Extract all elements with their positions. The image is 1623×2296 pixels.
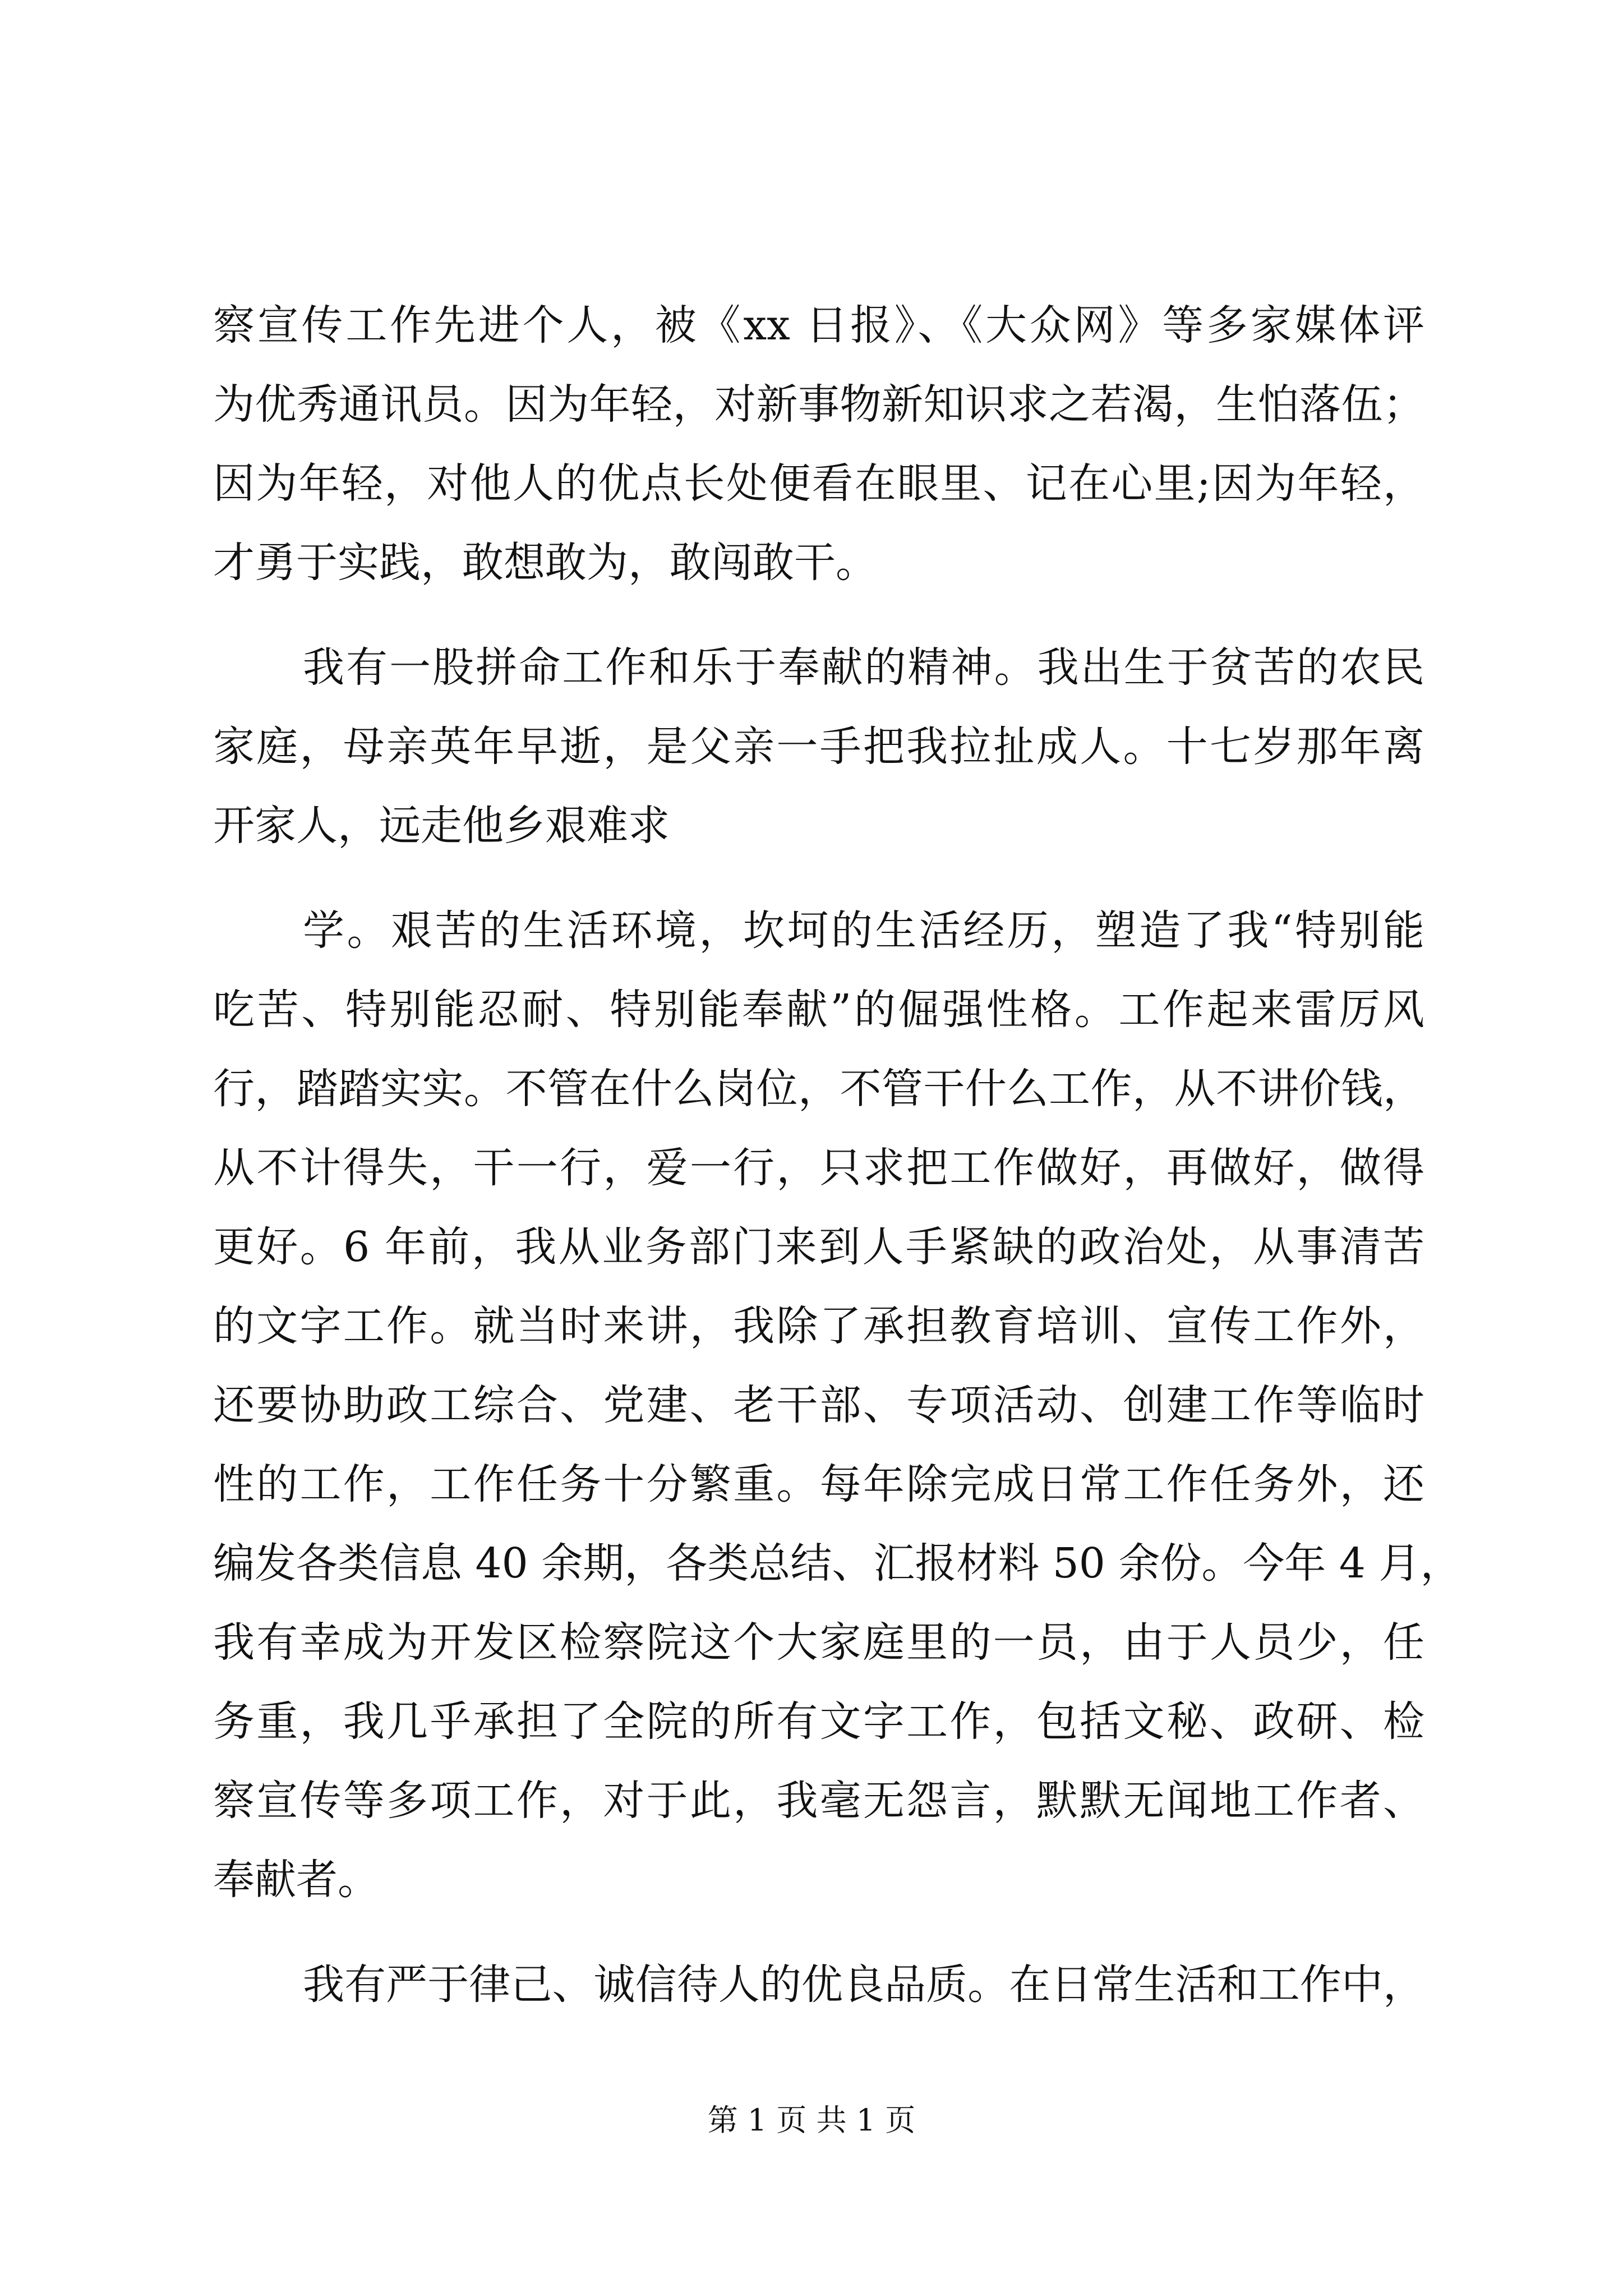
text-line: 我有一股拼命工作和乐于奉献的精神。我出生于贫苦的农民	[303, 643, 1424, 692]
text-line: 我有严于律己、诚信待人的优良品质。在日常生活和工作中，	[303, 1961, 1424, 2009]
text-line: 行，踏踏实实。不管在什么岗位，不管干什么工作，从不讲价钱，	[213, 1065, 1424, 1113]
text-line: 我有幸成为开发区检察院这个大家庭里的一员，由于人员少，任	[213, 1618, 1424, 1667]
text-line: 的文字工作。就当时来讲，我除了承担教育培训、宣传工作外，	[213, 1302, 1424, 1350]
text-line: 家庭，母亲英年早逝，是父亲一手把我拉扯成人。十七岁那年离	[213, 723, 1424, 771]
text-line: 务重，我几乎承担了全院的所有文字工作，包括文秘、政研、检	[213, 1697, 1424, 1746]
text-line: 还要协助政工综合、党建、老干部、专项活动、创建工作等临时	[213, 1381, 1424, 1429]
text-line: 更好。6 年前，我从业务部门来到人手紧缺的政治处，从事清苦	[213, 1223, 1424, 1271]
page-footer: 第 1 页 共 1 页	[707, 2102, 916, 2138]
text-line: 才勇于实践，敢想敢为，敢闯敢干。	[213, 539, 877, 587]
text-line: 从不计得失，干一行，爱一行，只求把工作做好，再做好，做得	[213, 1144, 1424, 1192]
text-line: 察宣传工作先进个人，被《xx 日报》、《大众网》等多家媒体评	[213, 301, 1424, 349]
text-line: 察宣传等多项工作，对于此，我毫无怨言，默默无闻地工作者、	[213, 1777, 1424, 1825]
text-line: 为优秀通讯员。因为年轻，对新事物新知识求之若渴，生怕落伍；	[213, 380, 1424, 429]
text-line: 因为年轻，对他人的优点长处便看在眼里、记在心里;因为年轻，	[213, 459, 1424, 508]
text-line: 编发各类信息 40 余期，各类总结、汇报材料 50 余份。今年 4 月，	[213, 1539, 1462, 1588]
text-line: 学。艰苦的生活环境，坎坷的生活经历，塑造了我“特别能	[303, 907, 1424, 955]
text-line: 奉献者。	[213, 1856, 379, 1904]
text-line: 性的工作，工作任务十分繁重。每年除完成日常工作任务外，还	[213, 1460, 1424, 1508]
text-line: 开家人，远走他乡艰难求	[213, 802, 670, 850]
text-line: 吃苦、特别能忍耐、特别能奉献”的倔强性格。工作起来雷厉风	[213, 986, 1424, 1034]
